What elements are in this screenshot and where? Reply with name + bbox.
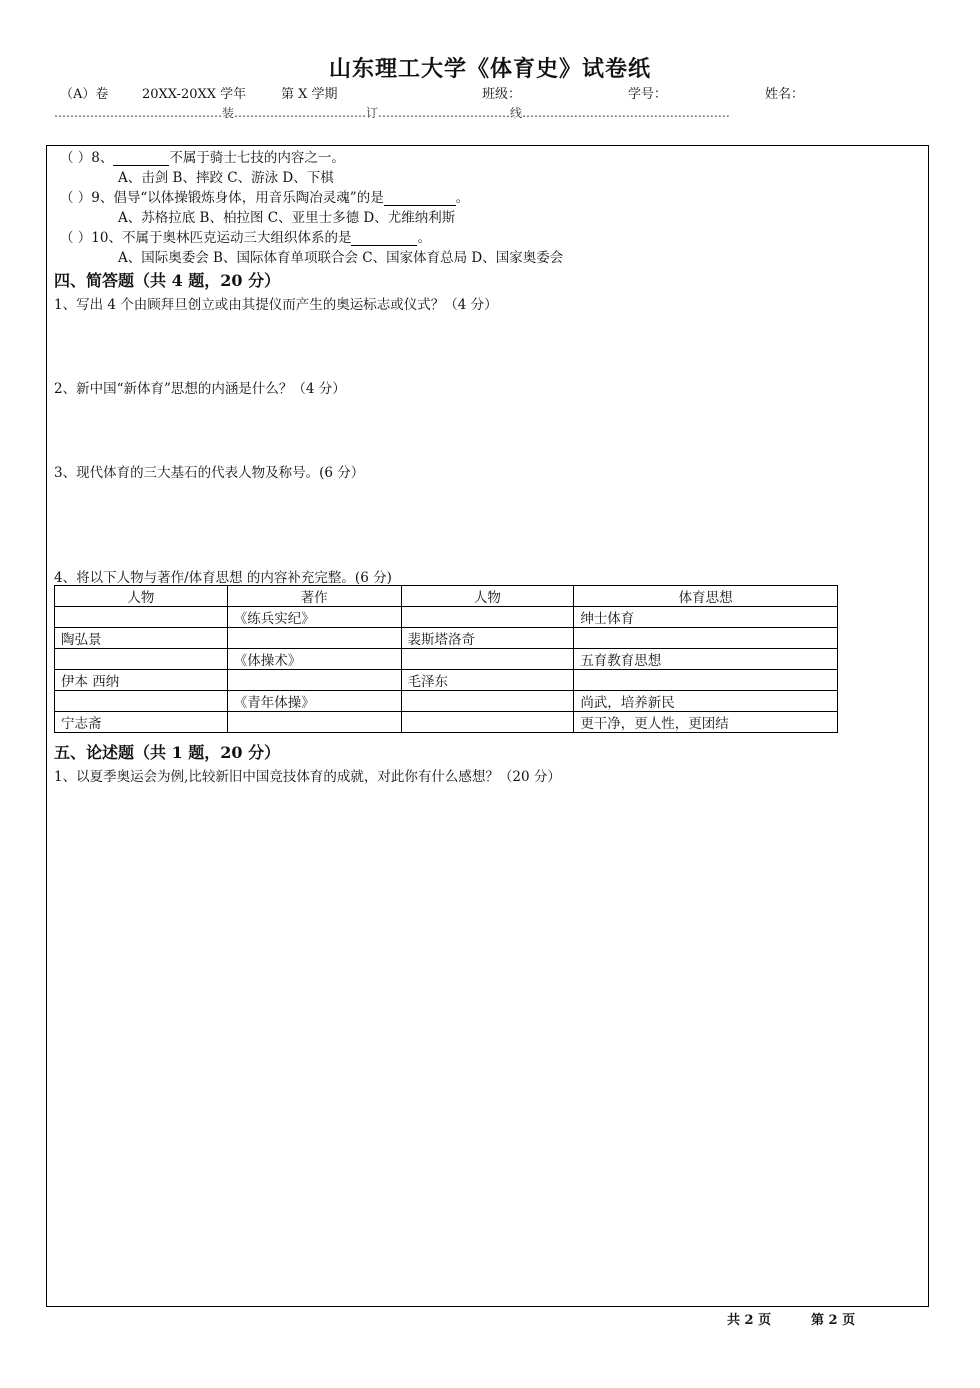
fill-blank [384, 191, 456, 206]
table-row [55, 628, 838, 649]
answer-paren: （ ） [60, 230, 92, 246]
fill-blank [351, 231, 417, 246]
table-cell [401, 607, 574, 628]
question-number: 8、 [91, 150, 114, 166]
section-5-heading: 五、论述题（共 1 题，20 分） [54, 743, 281, 762]
question-text-end: 。 [455, 190, 470, 206]
question-text: 不属于奥林匹克运动三大组织体系的是 [121, 230, 352, 246]
table-cell: 陶弘景 [55, 628, 228, 649]
table-cell [227, 628, 401, 649]
table-cell [227, 670, 401, 691]
question-9-options: A、苏格拉底 B、柏拉图 C、亚里士多德 D、尤维纳利斯 [118, 210, 456, 226]
name-label: 姓名： [765, 87, 805, 102]
class-label: 班级： [482, 87, 522, 102]
table-row [55, 607, 838, 628]
table-cell: 伊本 西纳 [55, 670, 228, 691]
page-number: 第 2 页 [811, 1313, 856, 1328]
question-text: 不属于骑士七技的内容之一。 [169, 150, 345, 166]
paper-type: （A）卷 [60, 87, 109, 102]
short-answer-3: 3、现代体育的三大基石的代表人物及称号。(6 分） [54, 465, 365, 481]
question-10-options: A、国际奥委会 B、国际体育单项联合会 C、国家体育总局 D、国家奥委会 [118, 250, 564, 266]
table-cell: 绅士体育 [574, 607, 838, 628]
table-header-cell: 著作 [227, 586, 401, 607]
table-cell: 宁志斋 [55, 712, 228, 733]
fill-blank [113, 151, 169, 166]
question-text: 倡导“以体操锻炼身体，用音乐陶冶灵魂”的是 [113, 190, 384, 206]
table-cell: 五育教育思想 [574, 649, 838, 670]
exam-title: 山东理工大学《体育史》试卷纸 [328, 56, 651, 82]
short-answer-1: 1、写出 4 个由顾拜旦创立或由其提仪而产生的奥运标志或仪式？（4 分） [54, 297, 498, 313]
question-9 [60, 186, 469, 206]
answer-paren: （ ） [60, 190, 92, 206]
table-header-cell: 人物 [55, 586, 228, 607]
table-cell [401, 712, 574, 733]
short-answer-4: 4、将以下人物与著作/体育思想 的内容补充完整。(6 分) [54, 570, 392, 586]
table-cell: 《练兵实纪》 [227, 607, 401, 628]
table-cell [574, 670, 838, 691]
table-cell: 《体操术》 [227, 649, 401, 670]
question-8 [60, 146, 345, 166]
fill-in-table [54, 585, 838, 733]
essay-question-1: 1、以夏季奥运会为例,比较新旧中国竞技体育的成就，对此你有什么感想？（20 分） [54, 769, 561, 785]
question-number: 10、 [91, 230, 122, 246]
table-cell [227, 712, 401, 733]
table-cell [401, 649, 574, 670]
question-number: 9、 [91, 190, 114, 206]
question-text-end: 。 [417, 230, 431, 246]
table-row [55, 670, 838, 691]
table-cell [574, 628, 838, 649]
table-header-row [55, 586, 838, 607]
section-4-heading: 四、简答题（共 4 题，20 分） [54, 271, 281, 290]
table-cell [55, 649, 228, 670]
table-row [55, 712, 838, 733]
binding-line: ……………………………………装……………………………订……………………………线………….………………………………… [54, 106, 730, 120]
academic-year: 20XX-20XX 学年 [142, 87, 247, 102]
table-cell [55, 691, 228, 712]
table-header-cell: 体育思想 [574, 586, 838, 607]
table-cell: 裴斯塔洛奇 [401, 628, 574, 649]
table-cell: 尚武，培养新民 [574, 691, 838, 712]
table-cell: 《青年体操》 [227, 691, 401, 712]
table-cell [401, 691, 574, 712]
table-cell: 毛泽东 [401, 670, 574, 691]
table-cell [55, 607, 228, 628]
question-8-options: A、击剑 B、摔跤 C、游泳 D、下棋 [118, 170, 334, 186]
table-row [55, 691, 838, 712]
table-cell: 更干净，更人性，更团结 [574, 712, 838, 733]
answer-paren: （ ） [60, 150, 92, 166]
semester: 第 X 学期 [281, 87, 338, 102]
table-header-cell: 人物 [401, 586, 574, 607]
table-row [55, 649, 838, 670]
student-id-label: 学号： [628, 87, 668, 102]
short-answer-2: 2、新中国“新体育”思想的内涵是什么？（4 分） [54, 381, 346, 397]
question-10 [60, 226, 431, 246]
total-pages: 共 2 页 [727, 1313, 772, 1328]
